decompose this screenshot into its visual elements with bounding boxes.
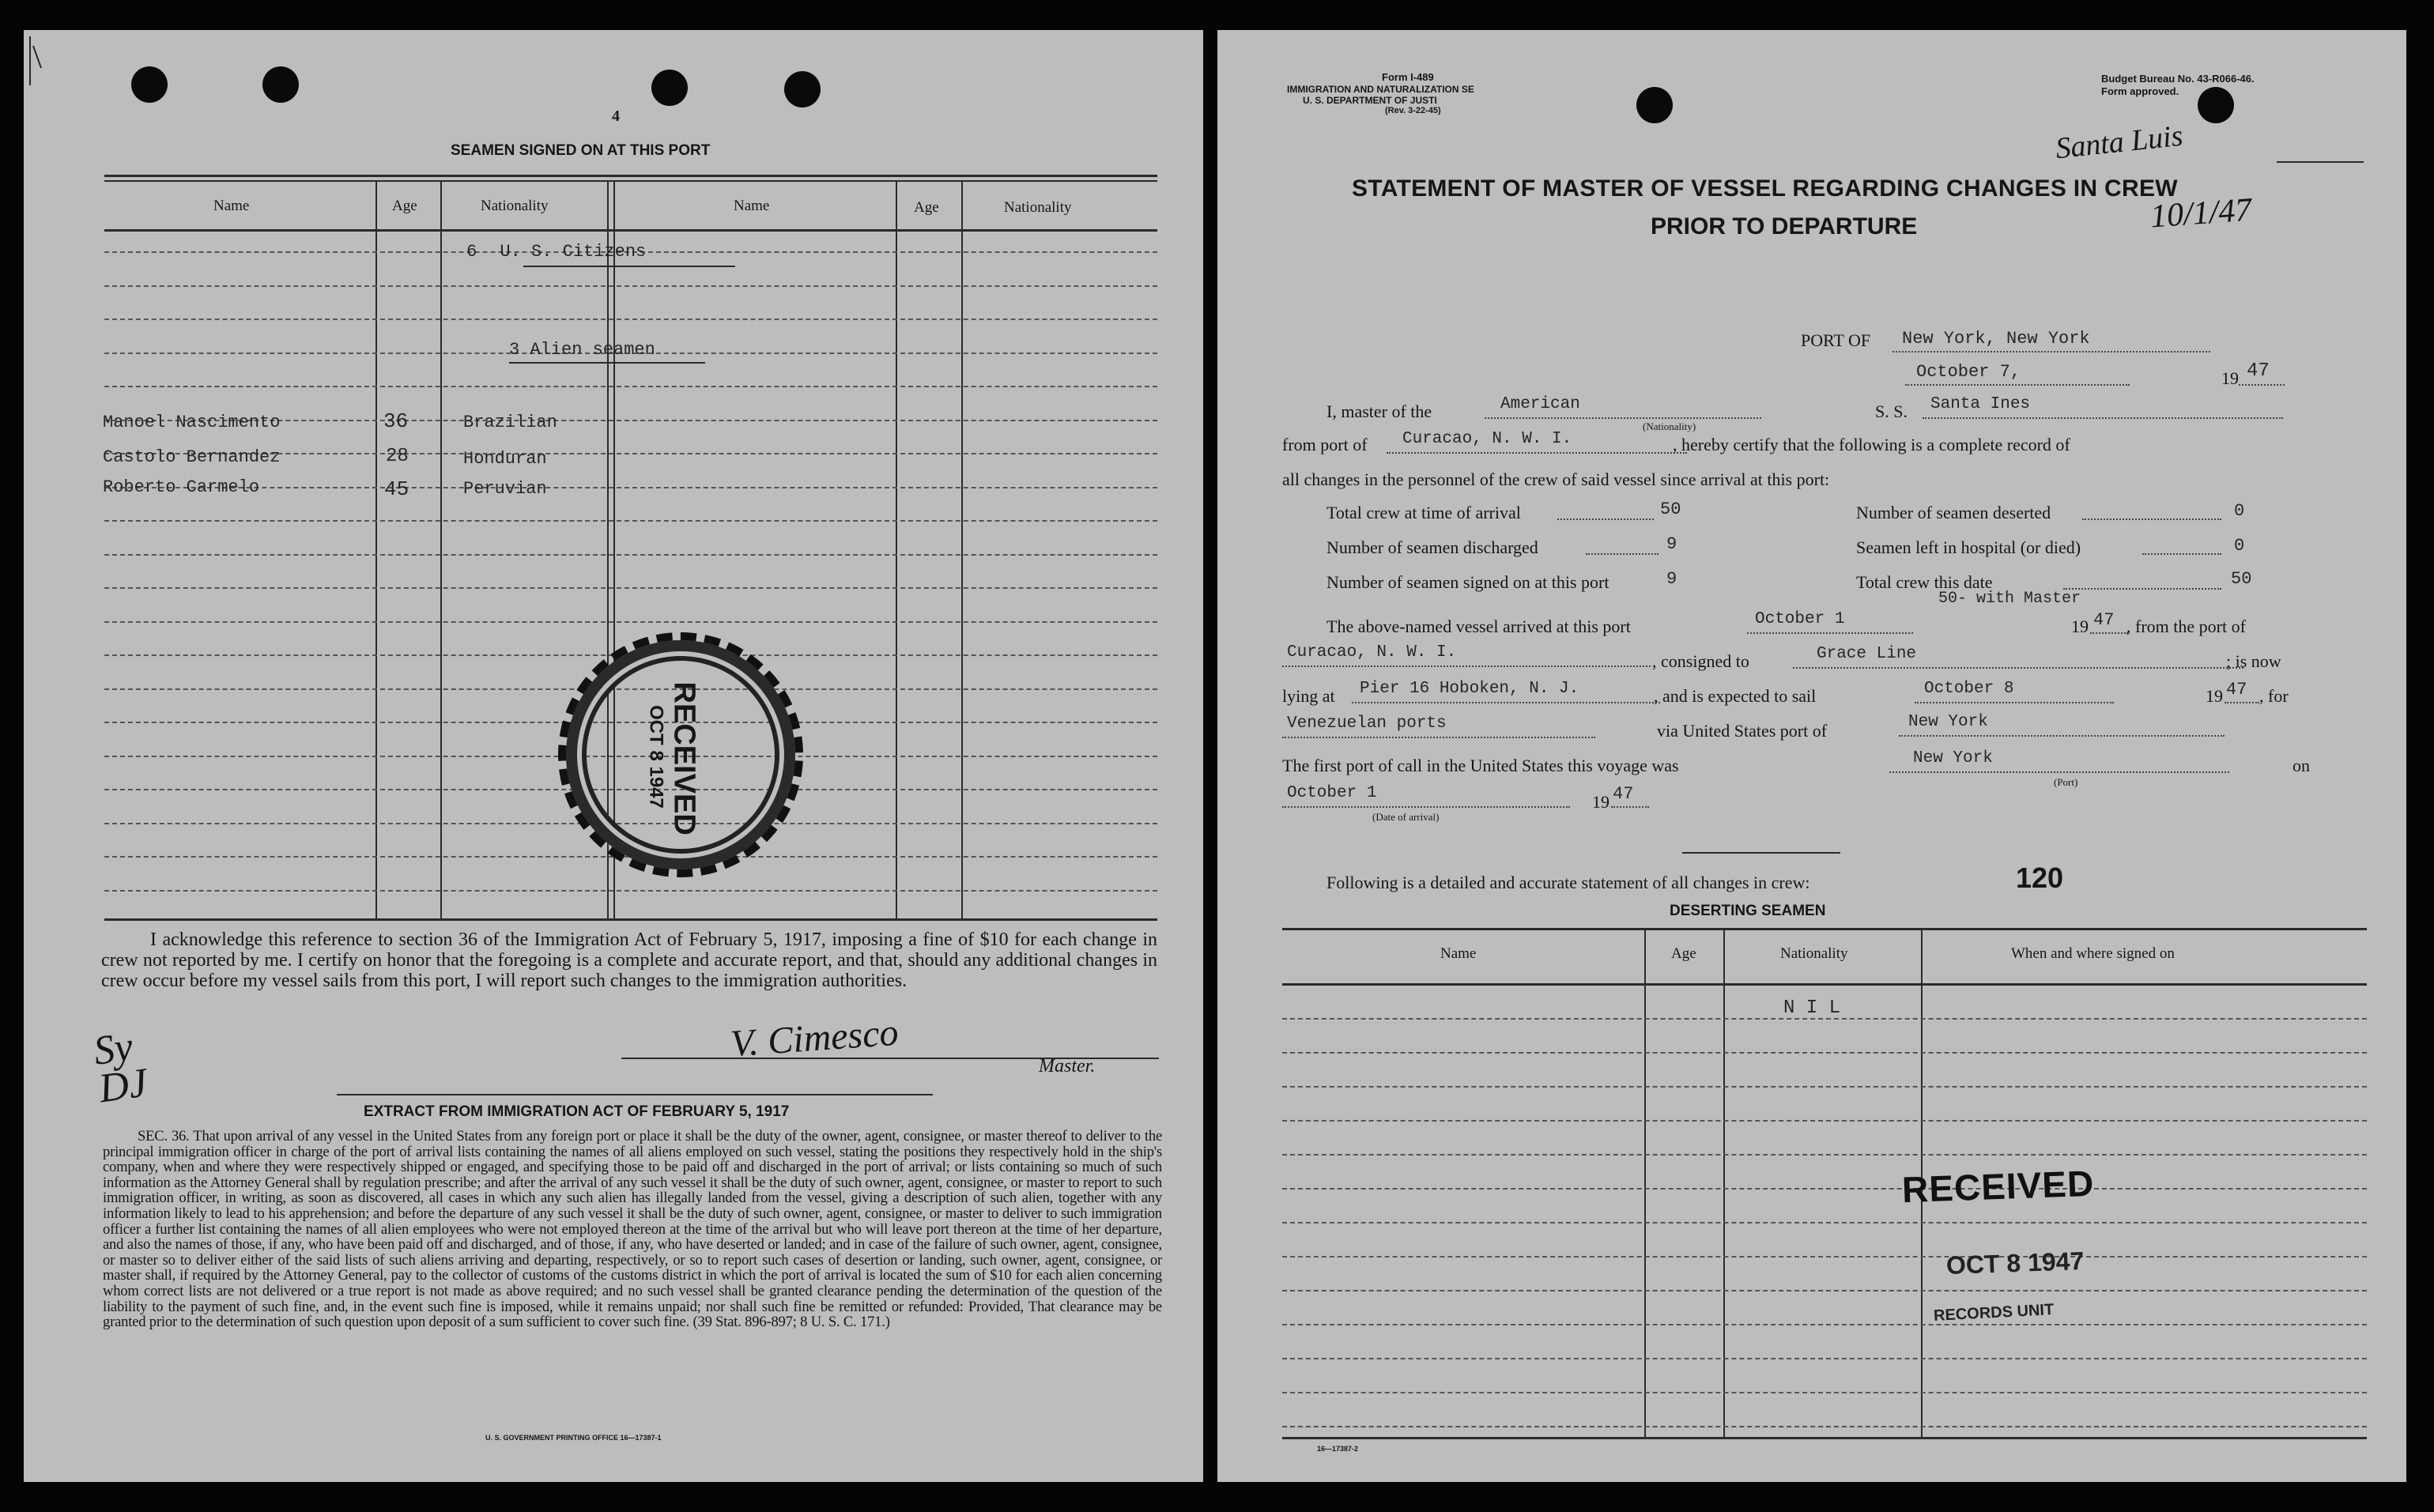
port-field: New York, New York: [1892, 329, 2210, 353]
row-rule: [104, 890, 1157, 892]
form-title-line2: PRIOR TO DEPARTURE: [1651, 213, 1918, 239]
row-rule: [104, 386, 1157, 387]
revision: (Rev. 3-22-45): [1385, 106, 1441, 115]
row-rule: [1282, 1256, 2367, 1257]
row-rule: [104, 285, 1157, 287]
vessel-field: Santa Ines: [1923, 395, 2283, 419]
first-date-field: October 1: [1282, 784, 1570, 808]
row-rule: [1282, 1222, 2367, 1224]
punch-hole: [651, 70, 688, 106]
left-page: [24, 30, 1203, 1482]
summary-us-text: U. S. Citizens: [500, 242, 647, 262]
with-master-note: 50- with Master: [1938, 590, 2081, 608]
sail-year-prefix: 19: [2206, 686, 2223, 706]
col-divider: [440, 180, 442, 918]
dot-leader: [1557, 518, 1654, 520]
row-rule: [1282, 1358, 2367, 1359]
row-rule: [1282, 1120, 2367, 1122]
round-stamp-received: RECEIVED: [667, 681, 701, 835]
row-rule: [1282, 1086, 2367, 1088]
extract-title: EXTRACT FROM IMMIGRATION ACT OF FEBRUARY 5, 1917: [364, 1103, 790, 1120]
via-port-field: New York: [1899, 713, 2225, 737]
sail-date-field: October 8: [1915, 680, 2114, 703]
first-year-prefix: 19: [1592, 792, 1609, 812]
seaman-nationality: Peruvian: [463, 479, 547, 499]
expected-label: , and is expected to sail: [1654, 686, 1817, 706]
table-bottom-rule: [104, 918, 1157, 921]
arrived-year-prefix: 19: [2071, 616, 2089, 636]
row-rule: [1282, 1052, 2367, 1054]
punch-hole: [1636, 87, 1673, 123]
handwritten-vessel: Santa Luis: [2054, 119, 2185, 166]
col-header-nationality-2: Nationality: [1004, 199, 1072, 216]
stat-signed-on-value: 9: [1666, 569, 1677, 589]
seaman-age: 28: [386, 446, 409, 467]
lying-at-label: lying at: [1282, 686, 1335, 706]
handwritten-date: 10/1/47: [2149, 191, 2253, 236]
ss-label: S. S.: [1875, 402, 1908, 421]
form-number: Form I-489: [1382, 71, 1434, 83]
row-rule: [1282, 1290, 2367, 1291]
bottom-code: 16—17387-2: [1317, 1445, 1359, 1453]
seaman-name: Roberto Carmelo: [103, 477, 260, 497]
col-header-name-2: Name: [734, 198, 770, 214]
stat-discharged-value: 9: [1666, 534, 1677, 554]
from-port-label: from port of: [1282, 435, 1368, 454]
received-round-stamp: [558, 632, 803, 877]
via-label: via United States port of: [1657, 721, 1828, 741]
arrived-year-field: 47: [2090, 610, 2128, 634]
col-header-age-2: Age: [914, 199, 939, 216]
budget-line1: Budget Bureau No. 43-R066-46.: [2101, 73, 2255, 85]
row-rule: [104, 587, 1157, 589]
col-header-name: Name: [213, 198, 250, 214]
row-rule: [104, 621, 1157, 623]
stat-hospital-value: 0: [2234, 536, 2245, 556]
seaman-age: 36: [383, 409, 409, 433]
col-header-age: Age: [392, 198, 417, 214]
row-rule: [1282, 1154, 2367, 1156]
separator-rule: [1682, 852, 1840, 854]
initials: Sy DJ: [90, 1024, 150, 1112]
seaman-nationality: Honduran: [463, 449, 547, 469]
dot-leader: [2082, 518, 2221, 520]
summary-alien-seamen: 3 Alien seamen: [509, 340, 655, 360]
stat-total-arrival-value: 50: [1660, 500, 1681, 519]
extract-rule: [337, 1094, 933, 1095]
summary-us-citizens: [466, 242, 646, 262]
row-rule: [104, 554, 1157, 556]
row-rule: [1282, 1392, 2367, 1393]
nationality-caption: (Nationality): [1643, 420, 1696, 432]
deserting-col-name: Name: [1440, 945, 1477, 962]
date-arrival-caption: (Date of arrival): [1372, 811, 1440, 823]
table-header-rule: [104, 229, 1157, 232]
extract-text: SEC. 36. That upon arrival of any vessel in the United States from any foreign port or place it shall be the duty of the owner, agent, consignee, or master thereof to deliver to the principal immigration officer in charge of the port of arrival lists containing the names of all aliens employed on such vessel, stating the positions they respectively hold in the ship's company, when and where they were respectively shipped or engaged, and specifying those to be paid off and discharged in the port of arrival; or lists containing so much of such information as the Attorney General shall by regulation prescribe; and after the arrival of any such vessel it shall be the duty of such owner, agent, consignee, or master to report to such immigration officer, in writing, as soon as discovered, all cases in which any such alien has illegally landed from the vessel, giving a description of such alien, together with any information likely to lead to his apprehension; and before the departure of any such vessel it shall be the duty of such owner, agent, consignee, or master to deliver to such immigration officer a further list containing the names of all alien employees who were not employed thereon at the time of the arrival but who will leave port thereon at the time of her departure, and also the names of those, if any, who have been paid off and discharged, and of those, if any, who have deserted or landed; and in case of the failure of such owner, agent, consignee, or master so to deliver either of the said lists of such aliens arriving and departing, respectively, or so to report such cases of desertion or landing, such owner, agent, consignee, or master shall, if required by the Attorney General, pay to the collector of customs of the customs district in which the port of arrival is located the sum of $10 for each alien concerning whom correct lists are not delivered or a true report is not made as above required; and no such vessel shall be granted clearance pending the determination of the question of the liability to the payment of such fine, and, in the event such fine is imposed, while it remains unpaid; nor shall such fine be remitted or refunded: Provided, That clearance may be granted prior to the determination of such question upon deposit of a sum sufficient to cover such fine. (39 Stat. 896-897; 8 U. S. C. 171.): [103, 1128, 1162, 1331]
deserting-col-when-where: When and where signed on: [2011, 945, 2175, 962]
underline: [523, 266, 735, 267]
printer-line: U. S. GOVERNMENT PRINTING OFFICE 16—17387-1: [485, 1434, 662, 1442]
stat-total-arrival-label: Total crew at time of arrival: [1326, 503, 1521, 522]
form-title-line1: STATEMENT OF MASTER OF VESSEL REGARDING CHANGES IN CREW: [1352, 175, 2178, 202]
year-field: 47: [2239, 360, 2285, 386]
punch-hole: [784, 71, 821, 107]
seaman-age: 45: [384, 477, 409, 501]
underline: [509, 362, 705, 364]
sail-year-field: 47: [2225, 680, 2259, 703]
deserting-col-age: Age: [1671, 945, 1696, 962]
first-port-label: The first port of call in the United States this voyage was: [1282, 756, 1679, 775]
round-stamp-date: OCT 8 1947: [645, 705, 667, 809]
i-master-label: I, master of the: [1326, 402, 1432, 421]
deserting-header-rule: [1282, 983, 2367, 986]
arrived-date-field: October 1: [1747, 610, 1913, 634]
all-changes-text: all changes in the personnel of the crew of said vessel since arrival at this port:: [1282, 469, 1830, 489]
col-divider: [1644, 928, 1646, 1437]
stat-deserted-label: Number of seamen deserted: [1856, 503, 2051, 522]
row-rule: [104, 319, 1157, 320]
col-divider: [1723, 928, 1725, 1437]
agency-line2: U. S. DEPARTMENT OF JUSTI: [1303, 95, 1437, 106]
master-label: Master.: [1039, 1056, 1096, 1076]
hereby-text: , hereby certify that the following is a complete record of: [1673, 435, 2070, 454]
from-the-port-label: , from the port of: [2126, 616, 2246, 636]
consigned-field: Grace Line: [1793, 645, 2243, 669]
stat-total-date-value: 50: [2231, 569, 2252, 589]
col-divider: [896, 180, 897, 918]
row-rule: [1282, 1324, 2367, 1325]
deserting-entry: N I L: [1783, 997, 1841, 1019]
round-stamp-text: [645, 681, 701, 835]
arrived-label: The above-named vessel arrived at this port: [1326, 616, 1631, 636]
following-label: Following is a detailed and accurate statement of all changes in crew:: [1326, 873, 1810, 892]
row-rule: [104, 487, 1157, 488]
port-caption: (Port): [2054, 776, 2078, 788]
received-stamp-date: OCT 8 1947: [1945, 1246, 2085, 1280]
destination-field: Venezuelan ports: [1282, 715, 1595, 738]
changes-count: 120: [2016, 862, 2064, 894]
stat-deserted-value: 0: [2234, 501, 2245, 521]
acknowledgement-text: I acknowledge this reference to section 36 of the Immigration Act of February 5, 1917, imposing a fine of $10 for each change in crew not reported by me. I certify on honor that the foregoing is a complete and accurate report, and that, should any additional changes in crew occur before my vessel sails from this port, I will report such changes to the immigration authorities.: [101, 929, 1157, 991]
table-top-rule-2: [104, 180, 1157, 182]
deserting-col-nationality: Nationality: [1780, 945, 1848, 962]
stat-total-date-label: Total crew this date: [1856, 572, 1993, 592]
deserting-bottom-rule: [1282, 1437, 2367, 1439]
seaman-name: Manoel Nascimento: [103, 413, 281, 432]
arrived-from-field: Curacao, N. W. I.: [1282, 643, 1651, 667]
page-number: 4: [612, 107, 620, 125]
master-signature: V. Cimesco: [729, 1011, 900, 1065]
col-divider: [375, 180, 377, 918]
dot-leader: [2142, 553, 2221, 555]
stat-discharged-label: Number of seamen discharged: [1326, 537, 1538, 557]
nationality-field: American: [1485, 395, 1761, 419]
deserting-title: DESERTING SEAMEN: [1670, 903, 1826, 919]
first-port-field: New York: [1889, 749, 2229, 773]
from-port-field: Curacao, N. W. I.: [1387, 430, 1687, 454]
stat-signed-on-label: Number of seamen signed on at this port: [1326, 572, 1609, 592]
date-field: October 7,: [1905, 362, 2130, 386]
punch-hole: [131, 66, 168, 103]
stat-hospital-label: Seamen left in hospital (or died): [1856, 537, 2081, 557]
received-stamp-sub: RECORDS UNIT: [1933, 1301, 2055, 1325]
for-label: , for: [2259, 686, 2289, 706]
received-stamp: RECEIVED: [1901, 1162, 2096, 1211]
row-rule: [104, 520, 1157, 522]
dot-leader: [2063, 588, 2221, 590]
on-label: on: [2292, 756, 2310, 775]
row-rule: [1282, 1426, 2367, 1427]
dot-leader: [1586, 553, 1659, 555]
punch-hole: [2198, 87, 2234, 123]
summary-us-mark: 6: [466, 242, 477, 262]
port-label: PORT OF: [1801, 330, 1871, 350]
first-year-field: 47: [1611, 784, 1649, 808]
seaman-nationality: Brazilian: [463, 413, 557, 432]
seaman-name: Castolo Bernandez: [103, 447, 281, 467]
consigned-label: , consigned to: [1652, 651, 1749, 671]
deserting-top-rule: [1282, 928, 2367, 930]
col-header-nationality: Nationality: [481, 198, 549, 214]
right-page: [1217, 30, 2406, 1482]
col-divider: [961, 180, 963, 918]
row-rule: [1282, 1188, 2367, 1190]
lying-at-field: Pier 16 Hoboken, N. J.: [1352, 680, 1660, 703]
table-top-rule: [104, 175, 1157, 177]
year-prefix: 19: [2221, 368, 2239, 388]
left-title: SEAMEN SIGNED ON AT THIS PORT: [451, 142, 711, 159]
agency-line1: IMMIGRATION AND NATURALIZATION SE: [1287, 84, 1474, 95]
is-now-label: ; is now: [2226, 651, 2281, 671]
budget-line2: Form approved.: [2101, 85, 2179, 97]
handwritten-dash: [2277, 161, 2364, 163]
punch-hole: [262, 66, 299, 103]
